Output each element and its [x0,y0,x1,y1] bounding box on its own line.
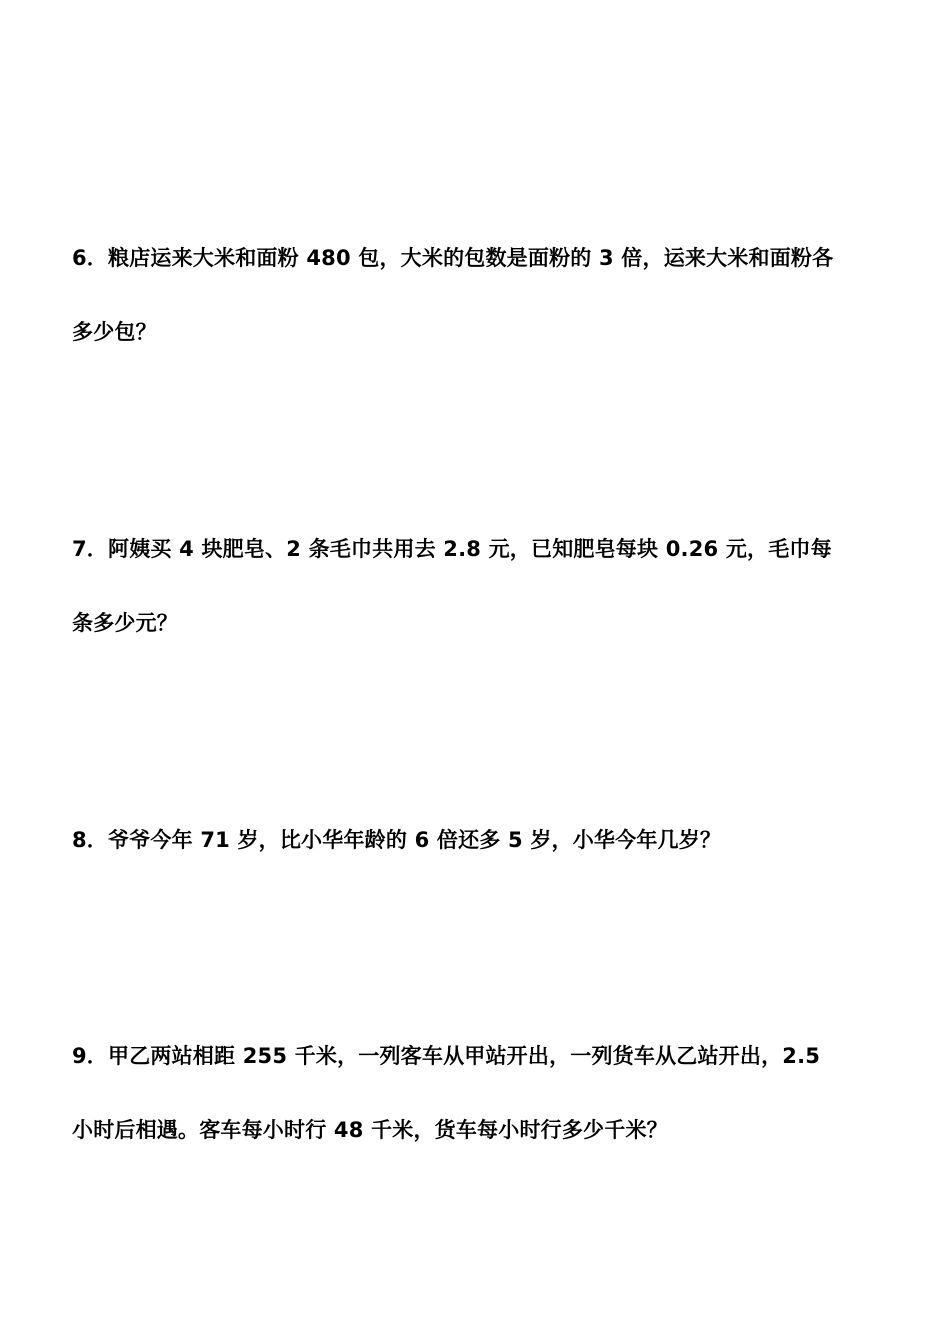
problem-7-line-2: 条多少元？ [72,611,178,635]
problem-8-line-1: 8．爷爷今年 71 岁，比小华年龄的 6 倍还多 5 岁，小华今年几岁？ [72,828,722,852]
problem-9 [72,1019,872,1167]
problem-8 [72,803,872,877]
problem-7-line-1: 7．阿姨买 4 块肥皂、2 条毛巾共用去 2.8 元，已知肥皂每块 0.26 元，毛巾每 [72,537,832,561]
problem-9-line-1: 9．甲乙两站相距 255 千米，一列客车从甲站开出，一列货车从乙站开出，2.5 [72,1044,821,1068]
problem-6 [72,221,872,369]
problem-6-line-2: 多少包？ [72,320,157,344]
problem-7 [72,512,872,660]
problem-9-line-2: 小时后相遇。客车每小时行 48 千米，货车每小时行多少千米？ [72,1118,668,1142]
problem-6-line-1: 6．粮店运来大米和面粉 480 包，大米的包数是面粉的 3 倍，运来大米和面粉各 [72,246,834,270]
